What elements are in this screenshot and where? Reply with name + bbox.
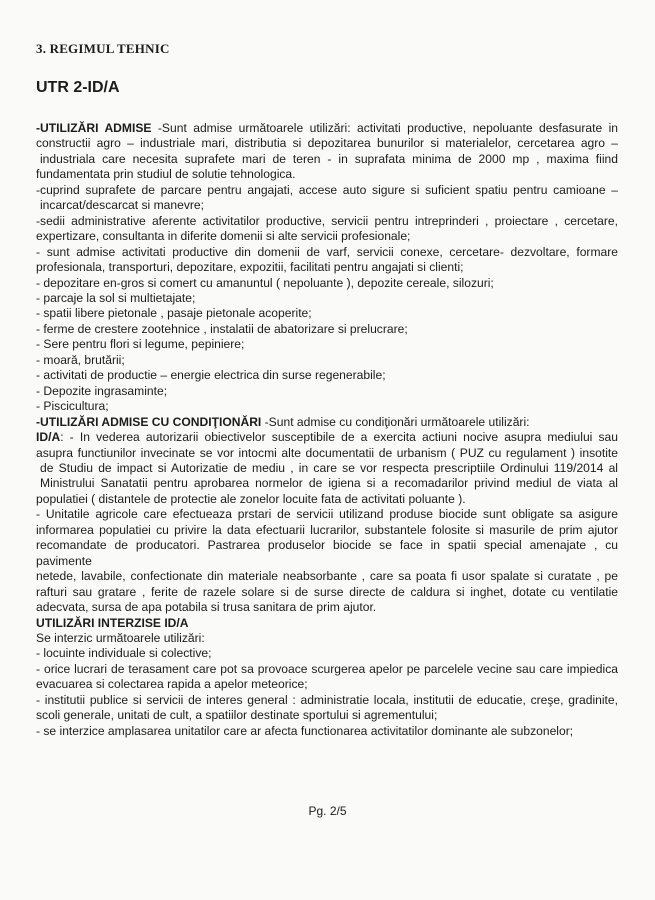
paragraph-line: Se interzic următoarele utilizări: [36, 630, 205, 645]
list-item: - Sere pentru flori si legume, pepiniere; [36, 337, 245, 352]
paragraph-line: informarea populatiei cu privire la data efectuarii lucrarilor, substantele folosite si masurile de prim ajutor [36, 522, 618, 537]
list-item: - locuinte individuale si colective; [36, 646, 212, 661]
list-item: - depozitare en-gros si comert cu amanuntul ( nepoluante ), depozite cereale, silozuri; [36, 275, 494, 290]
document-body [36, 121, 618, 739]
paragraph-line: constructii agro – industriale mari, distributia si depozitarea bunurilor si materialelor, cercetarea agro – [36, 136, 618, 151]
paragraph-line: -UTILIZĂRI ADMISE CU CONDIŢIONĂRI -Sunt admise cu condiţionări următoarele utilizări: [36, 414, 530, 429]
paragraph-line: profesionala, transporturi, depozitare, expozitii, facilitati pentru angajati si clienti; [36, 260, 464, 275]
list-item: - spatii libere pietonale , pasaje pietonale acoperite; [36, 306, 312, 321]
paragraph-line: ID/A: - In vederea autorizarii obiectivelor susceptibile de a exercita actiuni nocive asupra mediului sau [36, 430, 618, 445]
paragraph-line: adecvata, sursa de apa potabila si trusa sanitara de prim ajutor. [36, 600, 377, 615]
paragraph-line: -sedii administrative aferente activitatilor productive, servicii pentru intreprinderi , proiectare , cercetare, [36, 213, 618, 228]
paragraph-line: rafturi sau gratare , ferite de razele solare si de surse directe de caldura si inghet, dotate cu ventilatie [36, 584, 618, 599]
paragraph-line: -cuprind suprafete de parcare pentru angajati, accese auto sigure si suficient spatiu pentru camioane – [36, 182, 618, 197]
interzise-label: UTILIZĂRI INTERZISE ID/A [36, 615, 189, 630]
admise-label: -UTILIZĂRI ADMISE [36, 121, 152, 135]
paragraph-line: populatiei ( distantele de protectie ale zonelor locuite fata de activitati poluante ). [36, 491, 466, 506]
list-item: - Piscicultura; [36, 399, 109, 414]
paragraph-line: de Studiu de impact si Autorizatie de mediu , in care se vor respecta prescriptiile Ordinului 119/2014 al [40, 460, 618, 475]
paragraph-line: scoli generale, unitati de cult, a spatiilor destinate sportului si agrementului; [36, 708, 438, 723]
paragraph-line: asupra functiunilor invecinate se vor intocmi alte documentatii de urbanism ( PUZ cu regulament ) insotite [36, 445, 618, 460]
paragraph-line: -UTILIZĂRI ADMISE -Sunt admise următoarele utilizări: activitati productive, nepoluante desfasurate in [36, 121, 618, 135]
paragraph-line: incarcat/descarcat si manevre; [40, 198, 205, 213]
paragraph-line: netede, lavabile, confectionate din materiale neabsorbante , care sa poata fi usor spalate si curatate , pe [36, 569, 618, 584]
paragraph-line [36, 616, 618, 631]
list-item: - moară, brutării; [36, 352, 125, 367]
list-item: - se interzice amplasarea unitatilor care ar afecta functionarea activitatilor dominante ale subzonelor; [36, 723, 574, 738]
paragraph-line: Ministrului Sanatatii pentru aprobarea normelor de igiena si a recomadarilor privind mediul de viata al [40, 476, 618, 491]
paragraph-line: fundamentata prin studiul de solutie tehnologica. [36, 167, 296, 182]
conditionari-sublabel: ID/A [36, 430, 61, 445]
page-number: Pg. 2/5 [308, 804, 347, 818]
paragraph-line: recomandate de producatori. Pastrarea produselor biocide se face in spatii special amenajate , cu pavimente [36, 538, 618, 568]
list-item: - activitati de productie – energie electrica din surse regenerabile; [36, 368, 386, 383]
utr-title: UTR 2-ID/A [36, 79, 120, 96]
paragraph-line: - sunt admise activitati productive din domenii de varf, servicii conexe, cercetare- dezvoltare, formare [36, 244, 618, 259]
list-item: - institutii publice si servicii de interes general : administratie locala, institutii de educatie, creşe, gradinite, [36, 692, 618, 707]
conditionari-label: -UTILIZĂRI ADMISE CU CONDIŢIONĂRI [36, 414, 262, 429]
list-item: - parcaje la sol si multietajate; [36, 290, 196, 305]
list-item: - orice lucrari de terasament care pot sa provoace scurgerea apelor pe parcelele vecine sau care impiedica [36, 661, 618, 676]
section-heading: 3. REGIMUL TEHNIC [36, 41, 170, 56]
paragraph-line: industriala care necesita suprafete mari de teren - in suprafata minima de 2000 mp , maxima fiind [40, 151, 618, 166]
list-item: - Depozite ingrasaminte; [36, 383, 168, 398]
paragraph-line: expertizare, consultanta in diferite domenii si alte servicii profesionale; [36, 229, 411, 244]
list-item: - ferme de crestere zootehnice , instalatii de abatorizare si prelucrare; [36, 321, 408, 336]
paragraph-line: evacuarea si colectarea rapida a apelor meteorice; [36, 677, 308, 692]
paragraph-line: - Unitatile agricole care efectueaza prstari de servicii utilizand produse biocide sunt obligate sa asigure [36, 507, 618, 522]
